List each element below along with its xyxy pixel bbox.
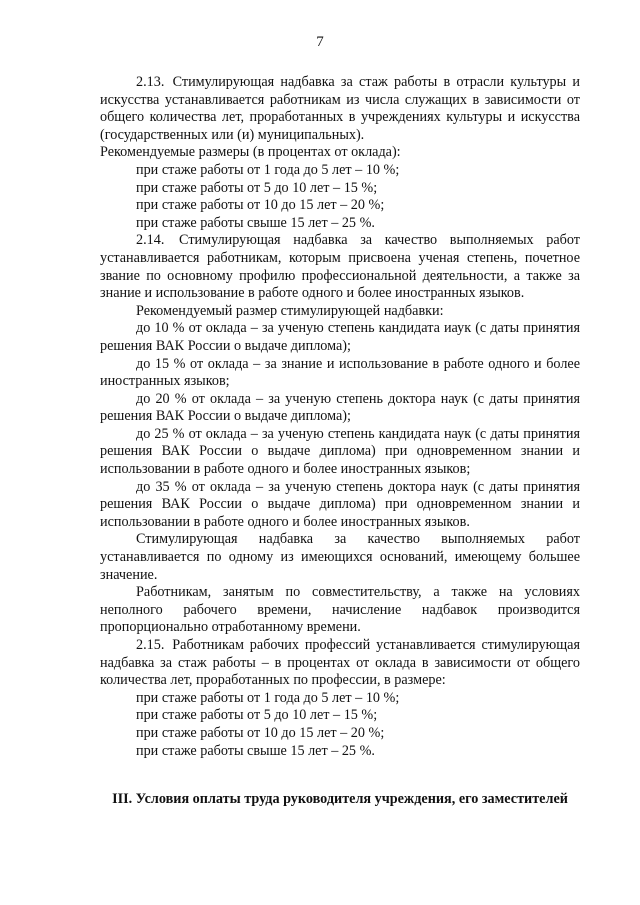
clause-2-14 <box>100 232 580 302</box>
recommended-sizes-intro: Рекомендуемые размеры (в процентах от оклада): <box>100 144 401 161</box>
clause-number: 2.14. <box>136 232 165 249</box>
clause-2-13 <box>100 74 580 144</box>
clause-number: 2.13. <box>136 74 165 90</box>
clause-text: Стимулирующая надбавка за стаж работы в отрасли культуры и искусства устанавливается работникам из числа служащих в зависимости от общего количества лет, проработанных в учреждениях культуры и искусства (государственных или (и) муниципальных). <box>100 74 581 143</box>
list-item: при стаже работы от 1 года до 5 лет – 10 %; <box>136 689 400 706</box>
list-item: при стаже работы от 5 до 10 лет – 15 %; <box>136 707 378 724</box>
list-item: до 15 % от оклада – за знание и использование в работе одного и более иностранных языков; <box>100 355 580 390</box>
list-item: при стаже работы свыше 15 лет – 25 %. <box>136 742 375 759</box>
recommended-size-intro: Рекомендуемый размер стимулирующей надбавки: <box>136 302 444 319</box>
clause-text: Стимулирующая надбавка за качество выполняемых работ устанавливается работникам, которым присвоена ученая степень, почетное звание по основному профилю профессиональной деятельности, а также за знание и использование в работе одного и более иностранных языков. <box>100 232 581 302</box>
list-item: при стаже работы от 10 до 15 лет – 20 %; <box>136 724 385 741</box>
part-time-note: Работникам, занятым по совместительству, а также на условиях неполного рабочего времени, начисление надбавок производится пропорционально отработанному времени. <box>100 584 580 636</box>
section-heading: III. Условия оплаты труда руководителя учреждения, его заместителей <box>112 791 568 808</box>
document-body <box>100 74 580 808</box>
list-item: до 20 % от оклада – за ученую степень доктора наук (с даты принятия решения ВАК России о выдаче диплома); <box>100 390 580 425</box>
clause-text: Работникам рабочих профессий устанавливается стимулирующая надбавка за стаж работы – в процентах от оклада в зависимости от общего количества лет, проработанных по профессии, в размере: <box>100 637 580 689</box>
page-number: 7 <box>316 34 324 50</box>
clause-2-15 <box>100 637 580 690</box>
list-item: до 25 % от оклада – за ученую степень кандидата наук (с даты принятия решения ВАК России о выдаче диплома) при одновременном знании и использовании в работе одного и более иностранных языков; <box>100 425 580 478</box>
one-basis-note: Стимулирующая надбавка за качество выполняемых работ устанавливается по одному из имеющихся оснований, имеющему большее значение. <box>100 531 580 583</box>
list-item: при стаже работы свыше 15 лет – 25 %. <box>136 214 375 231</box>
list-item: при стаже работы от 10 до 15 лет – 20 %; <box>136 197 385 214</box>
clause-number: 2.15. <box>136 637 165 653</box>
list-item: до 35 % от оклада – за ученую степень доктора наук (с даты принятия решения ВАК России о выдаче диплома) при одновременном знании и использовании в работе одного и более иностранных языков. <box>100 478 580 530</box>
list-item: при стаже работы от 5 до 10 лет – 15 %; <box>136 179 378 196</box>
list-item: до 10 % от оклада – за ученую степень кандидата иаук (с даты принятия решения ВАК России о выдаче диплома); <box>100 320 580 354</box>
list-item: при стаже работы от 1 года до 5 лет – 10 %; <box>136 161 400 178</box>
